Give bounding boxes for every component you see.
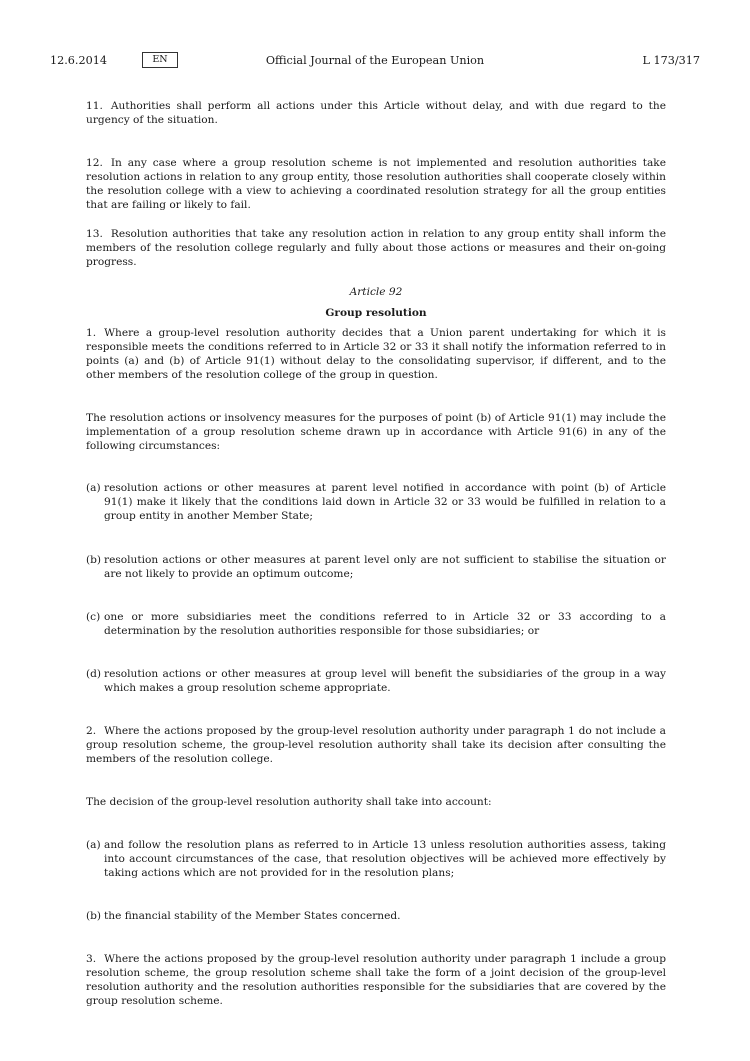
list-label: (a) [86,839,101,851]
paragraph-text: In any case where a group resolution scheme is not implemented and resolution authorities take resolution actions in relation to any group entity, those resolution authorities shall cooperate closely within the resolution college with a view to achieving a coordinated resolution strategy for all the group entities that are failing or likely to fail. [86,157,666,211]
art92-paragraph-3 [86,952,666,1008]
list-text: resolution actions or other measures at parent level notified in accordance with point (b) of Article 91(1) make it likely that the conditions laid down in Article 32 or 33 would be fulfilled in relation to a group entity in another Member State; [104,482,666,522]
language-badge: EN [142,52,178,68]
list-text: one or more subsidiaries meet the conditions referred to in Article 32 or 33 according to a determination by the resolution authorities responsible for those subsidiaries; or [104,611,666,637]
publication-date: 12.6.2014 [50,54,107,67]
list-text: resolution actions or other measures at parent level only are not sufficient to stabilise the situation or are not likely to provide an optimum outcome; [104,554,666,580]
list-label: (c) [86,611,101,623]
art92-paragraph-2-sub [86,795,666,809]
art92-paragraph-1 [86,326,666,382]
list-item-b [86,553,666,581]
art92-paragraph-1-sub [86,411,666,453]
article-label: Article 92 [349,286,403,298]
paragraph-number: 13. [86,228,103,240]
paragraph-text: Where the actions proposed by the group-level resolution authority under paragraph 1 include a group resolution scheme, the group resolution scheme shall take the form of a joint decision of the group-level resolution authority and the resolution authorities responsible for the subsidiaries that are covered by the group resolution scheme. [86,953,666,1007]
art92-paragraph-2 [86,724,666,766]
list-label: (d) [86,668,102,680]
paragraph-number: 1. [86,327,97,339]
list2-item-b [86,909,666,923]
paragraph-number: 3. [86,953,97,965]
paragraph-13 [86,227,666,269]
list-item-a [86,481,666,523]
paragraph-text: Resolution authorities that take any resolution action in relation to any group entity shall inform the members of the resolution college regularly and fully about those actions or measures and their on-going progress. [86,228,666,268]
page-reference: L 173/317 [642,54,700,67]
paragraph-12 [86,156,666,212]
page-header [50,54,700,70]
paragraph-text: The decision of the group-level resolution authority shall take into account: [86,796,492,808]
paragraph-text: Where a group-level resolution authority decides that a Union parent undertaking for which it is responsible meets the conditions referred to in Article 32 or 33 it shall notify the information referred to in points (a) and (b) of Article 91(1) without delay to the consolidating supervisor, if different, and to the other members of the resolution college of the group in question. [86,327,666,381]
paragraph-number: 11. [86,100,103,112]
list-text: and follow the resolution plans as referred to in Article 13 unless resolution authorities assess, taking into account circumstances of the case, that resolution objectives will be achieved more effectively by taking actions which are not provided for in the resolution plans; [104,839,666,879]
paragraph-number: 2. [86,725,97,737]
paragraph-11 [86,99,666,127]
list2-item-a [86,838,666,880]
paragraph-text: The resolution actions or insolvency measures for the purposes of point (b) of Article 91(1) may include the implementation of a group resolution scheme drawn up in accordance with Article 91(6) in any of the following circumstances: [86,412,666,452]
list-label: (b) [86,554,102,566]
list-label: (a) [86,482,101,494]
article-title: Group resolution [325,307,427,319]
paragraph-number: 12. [86,157,103,169]
list-item-d [86,667,666,695]
list-label: (b) [86,910,102,922]
list-text: resolution actions or other measures at group level will benefit the subsidiaries of the group in a way which makes a group resolution scheme appropriate. [104,668,666,694]
journal-title: Official Journal of the European Union [265,54,485,67]
paragraph-text: Where the actions proposed by the group-level resolution authority under paragraph 1 do not include a group resolution scheme, the group-level resolution authority shall take its decision after consulting the members of the resolution college. [86,725,666,765]
list-item-c [86,610,666,638]
list-text: the financial stability of the Member States concerned. [104,910,401,922]
paragraph-text: Authorities shall perform all actions under this Article without delay, and with due regard to the urgency of the situation. [86,100,666,126]
